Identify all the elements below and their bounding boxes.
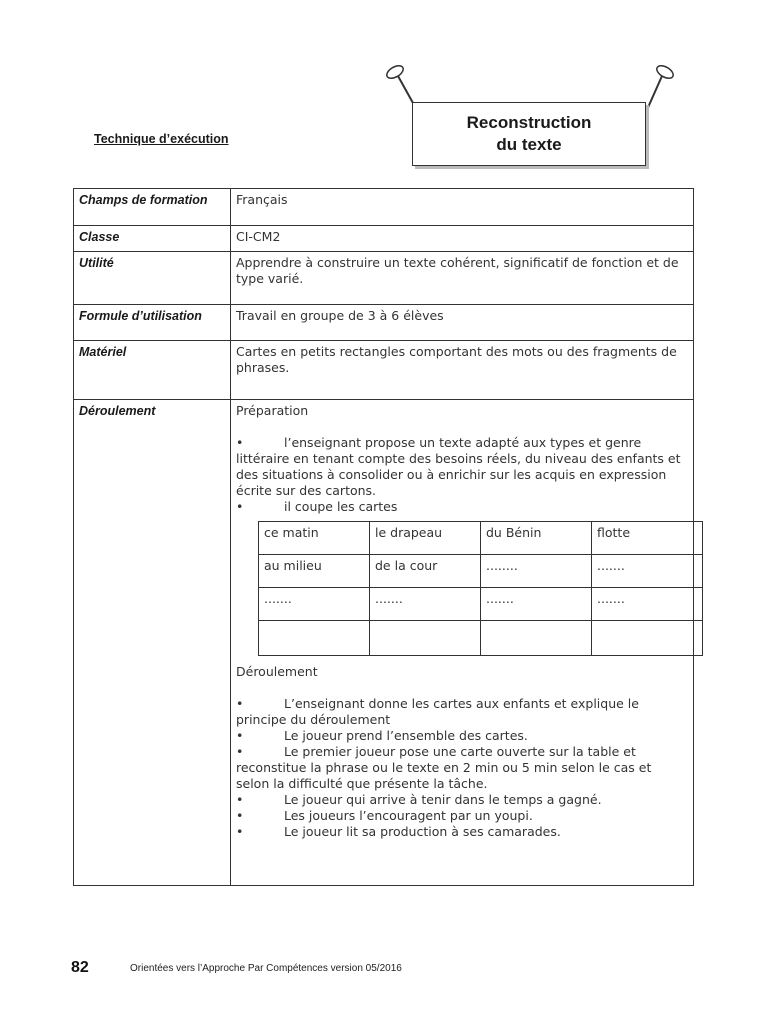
table-row — [74, 252, 694, 305]
card-cell: du Bénin — [481, 522, 592, 555]
cards-row — [259, 588, 703, 621]
card-cell: au milieu — [259, 555, 370, 588]
card-cell: ....... — [481, 588, 592, 621]
row-label: Utilité — [74, 252, 231, 305]
row-label: Champs de formation — [74, 189, 231, 226]
row-value: Travail en groupe de 3 à 6 élèves — [231, 305, 694, 341]
list-item: • l’enseignant propose un texte adapté aux types et genre littéraire en tenant compte des besoins réels, du niveau des enfants et des situations à consolider ou à enrichir sur les acquis en expression écrite sur des cartons. — [236, 435, 681, 498]
page-number: 82 — [71, 959, 89, 976]
title-line-2: du texte — [496, 135, 562, 154]
row-label: Matériel — [74, 341, 231, 400]
card-cell — [481, 621, 592, 656]
card-cell: ....... — [592, 555, 703, 588]
bullet-icon: • — [236, 499, 244, 514]
list-item: • Le joueur prend l’ensemble des cartes. — [236, 728, 528, 743]
card-cell — [592, 621, 703, 656]
cards-table — [258, 521, 703, 656]
list-item: • L’enseignant donne les cartes aux enfants et explique le principe du déroulement — [236, 696, 639, 727]
bullet-icon: • — [236, 435, 244, 450]
bullet-icon: • — [236, 744, 244, 759]
card-cell: ....... — [259, 588, 370, 621]
card-cell: ....... — [592, 588, 703, 621]
row-value: Apprendre à construire un texte cohérent, significatif de fonction et de type varié. — [231, 252, 694, 305]
card-cell — [259, 621, 370, 656]
bullet-icon: • — [236, 824, 244, 839]
technique-heading: Technique d’exécution — [94, 132, 229, 146]
card-cell — [370, 621, 481, 656]
footer-text: Orientées vers l’Approche Par Compétences version 05/2016 — [130, 963, 402, 974]
card-cell: ....... — [370, 588, 481, 621]
list-item: • Le joueur qui arrive à tenir dans le temps a gagné. — [236, 792, 602, 807]
card-cell: flotte — [592, 522, 703, 555]
bullet-icon: • — [236, 696, 244, 711]
info-table — [73, 188, 694, 886]
title-box — [412, 102, 646, 166]
card-cell: le drapeau — [370, 522, 481, 555]
deroulement-content — [231, 400, 694, 886]
bullet-icon: • — [236, 728, 244, 743]
cards-row — [259, 522, 703, 555]
table-row-deroulement — [74, 400, 694, 886]
card-cell: de la cour — [370, 555, 481, 588]
bullet-icon: • — [236, 792, 244, 807]
card-cell: ce matin — [259, 522, 370, 555]
row-label: Formule d’utilisation — [74, 305, 231, 341]
list-item: • Le premier joueur pose une carte ouverte sur la table et reconstitue la phrase ou le texte en 2 min ou 5 min selon le cas et selon la difficulté que présente la tâche. — [236, 744, 652, 791]
row-label: Classe — [74, 226, 231, 252]
table-row — [74, 226, 694, 252]
list-item: • Les joueurs l’encouragent par un youpi. — [236, 808, 533, 823]
card-cell: ........ — [481, 555, 592, 588]
bullet-icon: • — [236, 808, 244, 823]
row-value: Français — [231, 189, 694, 226]
row-value: Cartes en petits rectangles comportant des mots ou des fragments de phrases. — [231, 341, 694, 400]
cards-row — [259, 621, 703, 656]
table-row — [74, 341, 694, 400]
title-line-1: Reconstruction — [466, 113, 592, 132]
list-item: • il coupe les cartes — [236, 499, 398, 514]
preparation-title: Préparation — [236, 403, 309, 418]
steps-title: Déroulement — [236, 664, 318, 679]
cards-row — [259, 555, 703, 588]
list-item: • Le joueur lit sa production à ses camarades. — [236, 824, 561, 839]
table-row — [74, 305, 694, 341]
table-row — [74, 189, 694, 226]
row-value: CI-CM2 — [231, 226, 694, 252]
row-label: Déroulement — [74, 400, 231, 886]
